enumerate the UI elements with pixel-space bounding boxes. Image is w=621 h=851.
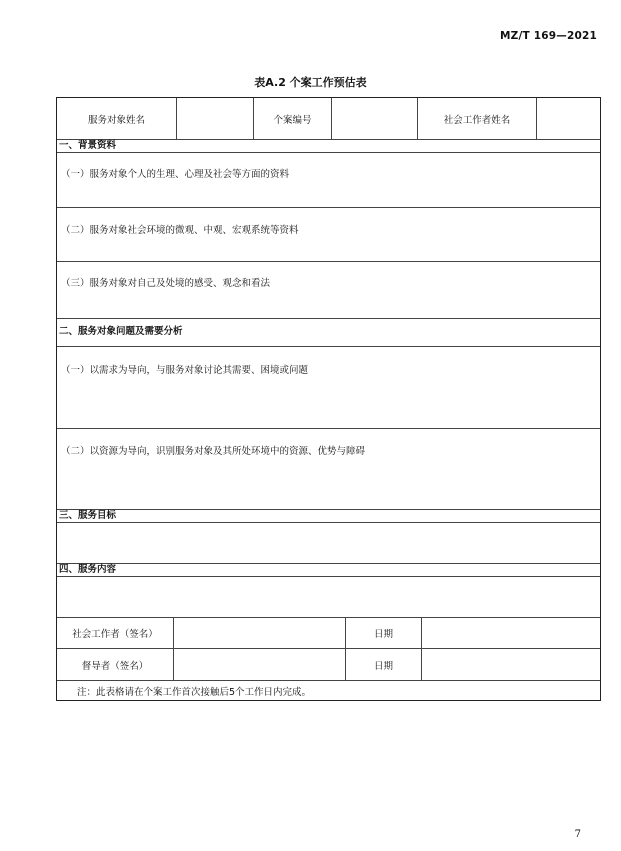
table-note: 注：此表格请在个案工作首次接触后5个工作日内完成。 (77, 686, 312, 698)
section-heading: 四、服务内容 (59, 564, 117, 575)
client-info-row (57, 98, 600, 140)
client-name-field[interactable] (177, 98, 254, 139)
signature-field[interactable] (174, 618, 346, 648)
signature-row (57, 649, 600, 681)
problems-item-row[interactable] (57, 429, 600, 510)
worker-name-field[interactable] (537, 98, 600, 139)
case-number-label: 个案编号 (254, 98, 332, 139)
client-name-label: 服务对象姓名 (57, 98, 177, 139)
section-heading-background (57, 140, 600, 153)
background-item-label: （三）服务对象对自己及处境的感受、观念和看法 (61, 278, 271, 289)
background-item-label: （二）服务对象社会环境的微观、中观、宏观系统等资料 (61, 225, 299, 236)
date-label: 日期 (346, 649, 422, 680)
signature-row (57, 618, 600, 649)
section-heading-content (57, 564, 600, 577)
problems-item-label: （一）以需求为导向，与服务对象讨论其需要、困境或问题 (61, 365, 309, 376)
date-label: 日期 (346, 618, 422, 648)
case-number-field[interactable] (332, 98, 418, 139)
section-heading: 一、背景资料 (59, 140, 117, 151)
section-heading: 三、服务目标 (59, 510, 117, 521)
date-field[interactable] (422, 618, 600, 648)
page-number: 7 (574, 829, 581, 840)
section-heading-problems (57, 319, 600, 347)
goals-content-field[interactable] (57, 523, 600, 564)
background-item-row[interactable] (57, 153, 600, 208)
background-item-row[interactable] (57, 208, 600, 262)
table-title: 表A.2 个案工作预估表 (254, 76, 367, 89)
background-item-row[interactable] (57, 262, 600, 319)
signature-field[interactable] (174, 649, 346, 680)
standard-code: MZ/T 169—2021 (500, 30, 597, 42)
signature-role-label: 社会工作者（签名） (57, 618, 174, 648)
section-heading: 二、服务对象问题及需要分析 (59, 326, 183, 337)
date-field[interactable] (422, 649, 600, 680)
note-row (57, 681, 600, 700)
service-content-field[interactable] (57, 577, 600, 618)
worker-name-label: 社会工作者姓名 (418, 98, 537, 139)
signature-role-label: 督导者（签名） (57, 649, 174, 680)
problems-item-label: （二）以资源为导向，识别服务对象及其所处环境中的资源、优势与障碍 (61, 446, 366, 457)
assessment-table (56, 97, 601, 701)
problems-item-row[interactable] (57, 347, 600, 429)
section-heading-goals (57, 510, 600, 523)
background-item-label: （一）服务对象个人的生理、心理及社会等方面的资料 (61, 169, 290, 180)
